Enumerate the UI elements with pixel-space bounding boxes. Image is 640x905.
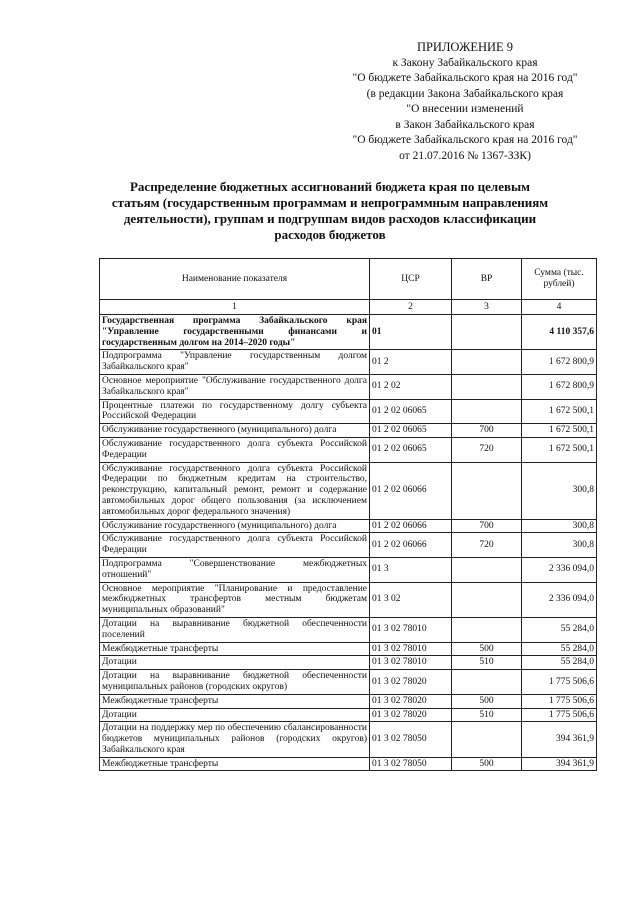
csr-cell: 01 2 [370,350,452,375]
vr-cell: 500 [452,694,522,708]
table-row [100,424,597,438]
vr-cell: 510 [452,708,522,722]
name-cell: Обслуживание государственного (муниципального) долга [100,519,370,533]
vr-cell [452,722,522,757]
vr-cell: 700 [452,519,522,533]
vr-cell: 500 [452,642,522,656]
csr-cell: 01 3 02 [370,582,452,617]
name-cell: Межбюджетные трансферты [100,642,370,656]
vr-cell: 720 [452,437,522,462]
header-sum: Сумма (тыс. рублей) [522,259,597,300]
name-cell: Подпрограмма "Управление государственным долгом Забайкальского края" [100,350,370,375]
vr-cell: 700 [452,424,522,438]
table-index-row [100,300,597,315]
table-row [100,642,597,656]
csr-cell: 01 2 02 06065 [370,399,452,424]
sum-cell: 394 361,9 [522,722,597,757]
table-row [100,582,597,617]
sum-cell: 55 284,0 [522,617,597,642]
sum-cell: 4 110 357,6 [522,315,597,350]
name-cell: Обслуживание государственного долга субъекта Российской Федерации по бюджетным кредитам на строительство, реконструкцию, капитальный ремонт, ремонт и содержание автомобильных дорог общего пользования (за исключением автомобильных дорог федерального значения) [100,462,370,519]
sum-cell: 55 284,0 [522,656,597,670]
sum-cell: 1 672 500,1 [522,437,597,462]
name-cell: Дотации [100,656,370,670]
table-row [100,708,597,722]
csr-cell: 01 3 02 78020 [370,694,452,708]
vr-cell [452,557,522,582]
vr-cell [452,399,522,424]
table-row [100,399,597,424]
table-row [100,533,597,558]
sum-cell: 1 672 500,1 [522,399,597,424]
csr-cell: 01 [370,315,452,350]
csr-cell: 01 3 02 78010 [370,656,452,670]
csr-cell: 01 2 02 [370,374,452,399]
csr-cell: 01 3 02 78020 [370,708,452,722]
appendix-line: "О внесении изменений [406,103,524,115]
sum-cell: 1 672 500,1 [522,424,597,438]
csr-cell: 01 3 02 78050 [370,757,452,771]
document-title: Распределение бюджетных ассигнований бюджета края по целевым статьям (государственным программам и непрограммным направлениям деятельности), группам и подгруппам видов расходов классификации расходов бюджетов [111,179,549,242]
csr-cell: 01 2 02 06066 [370,462,452,519]
table-row [100,519,597,533]
name-cell: Подпрограмма "Совершенствование межбюджетных отношений" [100,557,370,582]
table-row [100,617,597,642]
vr-cell [452,315,522,350]
csr-cell: 01 2 02 06066 [370,519,452,533]
vr-cell [452,617,522,642]
table-row [100,462,597,519]
sum-cell: 300,8 [522,519,597,533]
sum-cell: 2 336 094,0 [522,582,597,617]
sum-cell: 1 672 800,9 [522,350,597,375]
name-cell: Обслуживание государственного долга субъекта Российской Федерации [100,437,370,462]
header-csr: ЦСР [370,259,452,300]
vr-cell: 720 [452,533,522,558]
vr-cell: 500 [452,757,522,771]
sum-cell: 300,8 [522,533,597,558]
sum-cell: 1 775 506,6 [522,694,597,708]
header-vr: ВР [452,259,522,300]
csr-cell: 01 3 02 78050 [370,722,452,757]
table-row [100,670,597,695]
appendix-line: в Закон Забайкальского края [395,118,535,131]
appendix-header [330,40,600,164]
name-cell: Межбюджетные трансферты [100,757,370,771]
table-row [100,757,597,771]
name-cell: Дотации на выравнивание бюджетной обеспеченности муниципальных районов (городских округов) [100,670,370,695]
name-cell: Дотации на поддержку мер по обеспечению сбалансированности бюджетов муниципальных районов (городских округов) Забайкальского края [100,722,370,757]
sum-cell: 55 284,0 [522,642,597,656]
index-cell: 2 [370,300,452,315]
sum-cell: 300,8 [522,462,597,519]
table-row [100,557,597,582]
table-row [100,374,597,399]
table-row [100,722,597,757]
appendix-line: от 21.07.2016 № 1367-ЗЗК) [399,149,531,162]
index-cell: 4 [522,300,597,315]
sum-cell: 2 336 094,0 [522,557,597,582]
csr-cell: 01 3 02 78010 [370,617,452,642]
table-row [100,694,597,708]
sum-cell: 394 361,9 [522,757,597,771]
table-row [100,315,597,350]
csr-cell: 01 2 02 06065 [370,437,452,462]
header-name: Наименование показателя [100,259,370,300]
table-row [100,437,597,462]
table-row [100,656,597,670]
index-cell: 1 [100,300,370,315]
appendix-line: "О бюджете Забайкальского края на 2016 год" [352,72,578,84]
csr-cell: 01 3 [370,557,452,582]
sum-cell: 1 775 506,6 [522,708,597,722]
name-cell: Основное мероприятие "Планирование и предоставление межбюджетных трансфертов местным бюджетам муниципальных образований" [100,582,370,617]
name-cell: Государственная программа Забайкальского края "Управление государственными финансами и государственным долгом на 2014–2020 годы" [100,315,370,350]
name-cell: Основное мероприятие "Обслуживание государственного долга Забайкальского края" [100,374,370,399]
table-row [100,350,597,375]
vr-cell: 510 [452,656,522,670]
csr-cell: 01 3 02 78010 [370,642,452,656]
vr-cell [452,670,522,695]
vr-cell [452,582,522,617]
vr-cell [452,462,522,519]
sum-cell: 1 775 506,6 [522,670,597,695]
budget-table [99,258,597,771]
name-cell: Обслуживание государственного (муниципального) долга [100,424,370,438]
appendix-line: ПРИЛОЖЕНИЕ 9 [416,40,514,54]
name-cell: Процентные платежи по государственному долгу субъекта Российской Федерации [100,399,370,424]
csr-cell: 01 2 02 06065 [370,424,452,438]
appendix-line: к Закону Забайкальского края [392,56,538,69]
table-header-row [100,259,597,300]
appendix-line: (в редакции Закона Забайкальского края [366,87,564,100]
index-cell: 3 [452,300,522,315]
name-cell: Обслуживание государственного долга субъекта Российской Федерации [100,533,370,558]
name-cell: Межбюджетные трансферты [100,694,370,708]
name-cell: Дотации [100,708,370,722]
vr-cell [452,350,522,375]
sum-cell: 1 672 800,9 [522,374,597,399]
csr-cell: 01 3 02 78020 [370,670,452,695]
name-cell: Дотации на выравнивание бюджетной обеспеченности поселений [100,617,370,642]
csr-cell: 01 2 02 06066 [370,533,452,558]
appendix-line: "О бюджете Забайкальского края на 2016 год" [352,134,578,146]
vr-cell [452,374,522,399]
